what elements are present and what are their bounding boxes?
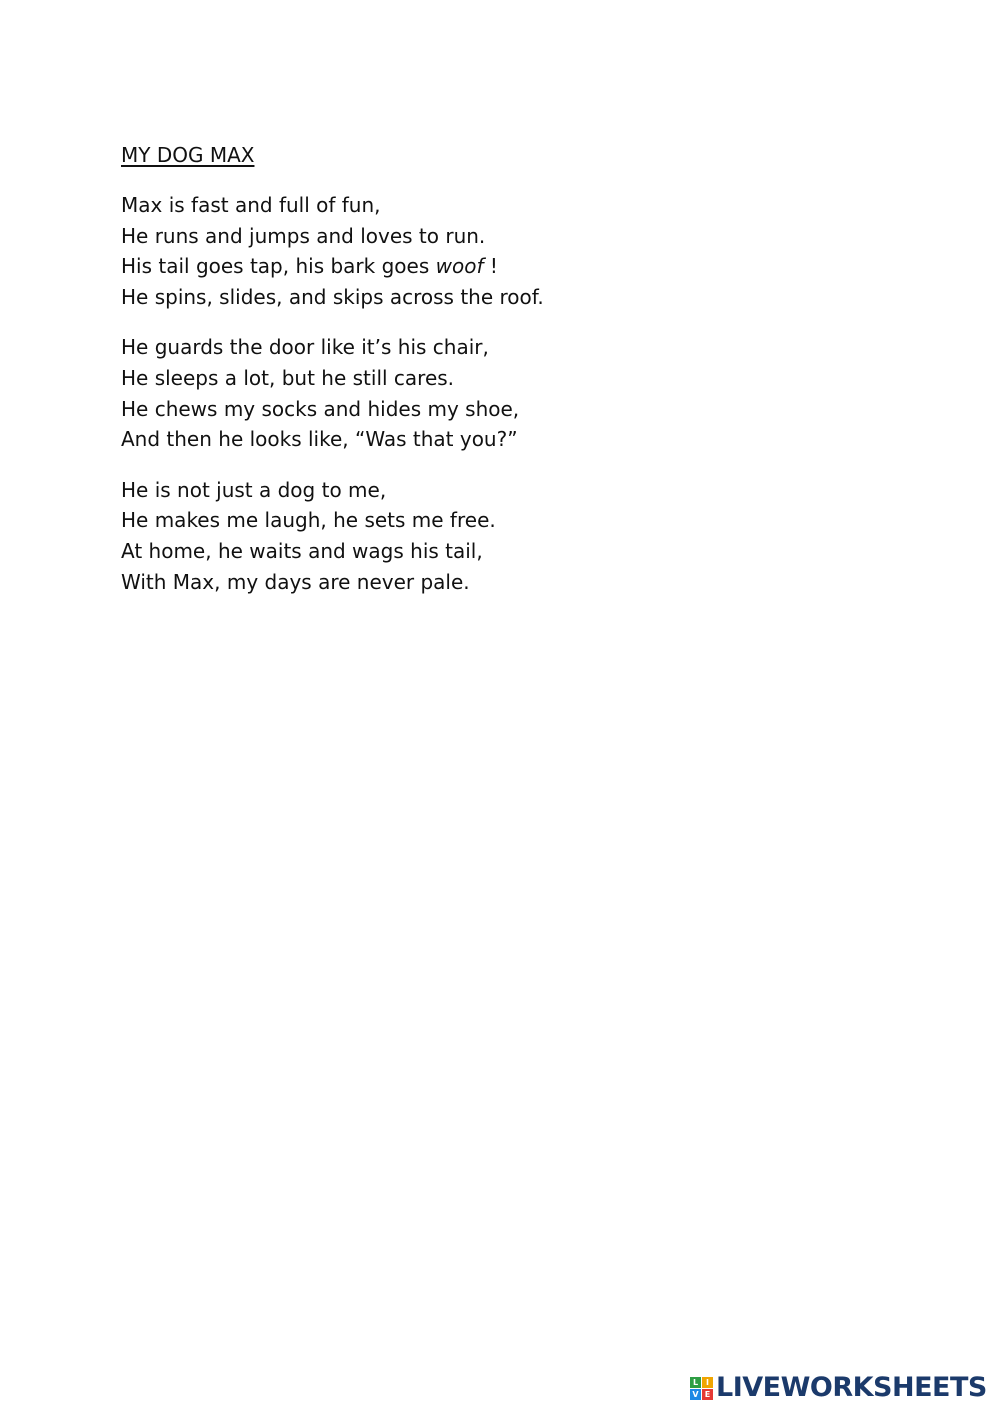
liveworksheets-logo xyxy=(690,1372,987,1404)
poem-line: With Max, my days are never pale. xyxy=(121,569,470,594)
logo-text: LIVEWORKSHEETS xyxy=(716,1372,987,1403)
poem-line-italic-word: woof xyxy=(435,254,484,279)
poem-line: He sleeps a lot, but he still cares. xyxy=(121,365,455,390)
poem xyxy=(121,140,821,617)
poem-line-text: ! xyxy=(483,254,498,279)
poem-line: Max is fast and full of fun, xyxy=(121,193,381,217)
logo-block: E xyxy=(702,1389,713,1400)
logo-block: I xyxy=(702,1377,713,1388)
poem-line: He guards the door like it’s his chair, xyxy=(121,335,489,360)
poem-line-text: His tail goes tap, his bark goes xyxy=(121,254,436,279)
logo-block: L xyxy=(690,1377,701,1388)
poem-line: He spins, slides, and skips across the roof. xyxy=(121,284,544,309)
poem-line: He chews my socks and hides my shoe, xyxy=(121,396,520,421)
stanza-2 xyxy=(121,332,821,454)
poem-line: And then he looks like, “Was that you?” xyxy=(121,427,518,452)
poem-line: He makes me laugh, he sets me free. xyxy=(121,508,496,533)
logo-block: V xyxy=(690,1389,701,1400)
poem-line: He runs and jumps and loves to run. xyxy=(121,223,486,248)
logo-blocks-icon xyxy=(690,1377,713,1400)
poem-line: He is not just a dog to me, xyxy=(121,477,387,502)
stanza-1 xyxy=(121,190,821,312)
poem-line xyxy=(121,251,821,282)
poem-line: At home, he waits and wags his tail, xyxy=(121,538,483,563)
stanza-3 xyxy=(121,475,821,597)
poem-title: MY DOG MAX xyxy=(121,143,255,167)
